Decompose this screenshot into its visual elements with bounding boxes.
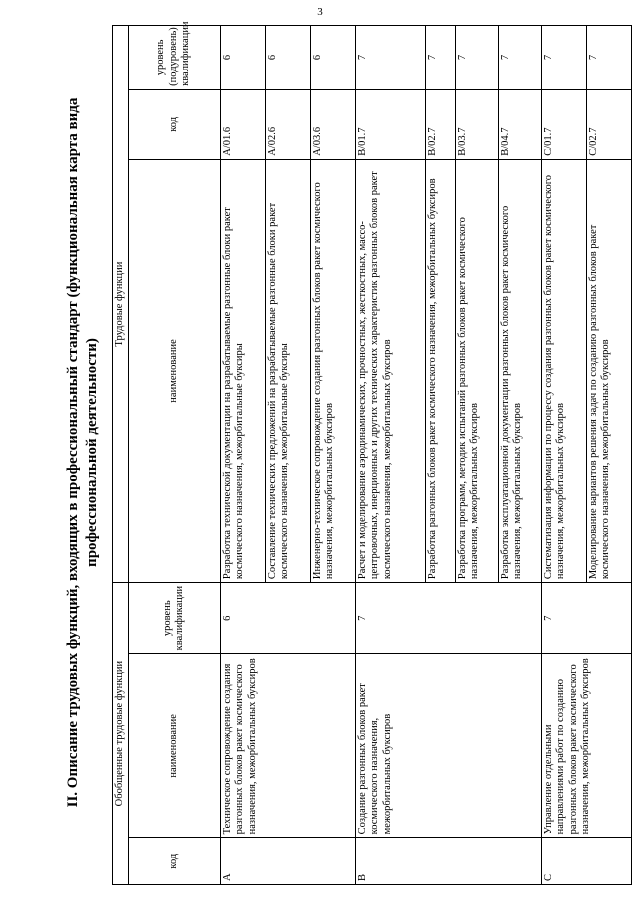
group-code: C [541,838,631,885]
group-code: B [355,838,541,885]
function-code: B/03.7 [455,89,498,159]
page-number: 3 [317,6,323,18]
table-row [220,26,265,885]
table-header-row-1 [113,26,129,885]
function-level: 7 [498,26,541,90]
function-name: Разработка технической документации на разрабатываемые разгонные блоки ракет космического назначения, межорбитальные буксиры [220,159,265,582]
function-code: C/01.7 [541,89,586,159]
function-name: Разработка разгонных блоков ракет космического назначения, межорбитальных буксиров [425,159,455,582]
function-name: Разработка программ, методик испытаний разгонных блоков ракет космического назначения, межорбитальных буксиров [455,159,498,582]
header-generalized-functions: Обобщенные трудовые функции [113,583,129,885]
section-title-line-1: II. Описание трудовых функций, входящих в профессиональный стандарт (функциональная карта вида [65,97,81,808]
function-code: C/02.7 [586,89,631,159]
group-level: 6 [220,583,355,654]
function-code: A/02.6 [265,89,310,159]
function-level: 7 [541,26,586,90]
function-level: 7 [455,26,498,90]
function-level: 7 [425,26,455,90]
header-name: наименование [128,654,220,838]
group-name: Управление отдельными направлениями работ по созданию разгонных блоков ракет космического назначения, межорбитальных буксиров [541,654,631,838]
function-name: Систематизация информации по процессу создания разгонных блоков ракет космического назначения, межорбитальных буксиров [541,159,586,582]
group-code: A [220,838,355,885]
table-row [541,26,586,885]
group-level: 7 [355,583,541,654]
section-title [64,40,102,865]
header-code: код [128,838,220,885]
table-header-row-2 [128,26,220,885]
function-level: 6 [265,26,310,90]
function-code: B/02.7 [425,89,455,159]
group-level: 7 [541,583,631,654]
section-title-line-2: профессиональной деятельности) [84,338,100,567]
function-code: B/04.7 [498,89,541,159]
function-name: Инженерно-техническое сопровождение создания разгонных блоков ракет космического назначения, межорбитальных буксиров [310,159,355,582]
function-level: 6 [220,26,265,90]
table-row [355,26,425,885]
function-level: 6 [310,26,355,90]
header-qualification-level: уровень квалификации [128,583,220,654]
function-level: 7 [355,26,425,90]
function-code: A/03.6 [310,89,355,159]
function-code: A/01.6 [220,89,265,159]
header-labor-functions: Трудовые функции [113,26,129,583]
header-labor-level: уровень (подуровень) квалификации [128,26,220,90]
function-name: Составление технических предложений на разрабатываемые разгонные блоки ракет космического назначения, межорбитальные буксиры [265,159,310,582]
functional-map-table [112,21,632,885]
group-name: Создание разгонных блоков ракет космического назначения, межорбитальных буксиров [355,654,541,838]
header-labor-name: наименование [128,159,220,582]
function-name: Разработка эксплуатационной документации разгонных блоков ракет космического назначения, межорбитальных буксиров [498,159,541,582]
function-name: Расчет и моделирование аэродинамических, прочностных, жесткостных, массо-центровочных, инерционных и других технических характеристик разгонных блоков ракет космического назначения, межорбитальных буксиров [355,159,425,582]
function-code: B/01.7 [355,89,425,159]
header-labor-code: код [128,89,220,159]
function-level: 7 [586,26,631,90]
group-name: Техническое сопровождение создания разгонных блоков ракет космического назначения, межорбитальных буксиров [220,654,355,838]
function-name: Моделирование вариантов решения задач по созданию разгонных блоков ракет космического назначения, межорбитальных буксиров [586,159,631,582]
